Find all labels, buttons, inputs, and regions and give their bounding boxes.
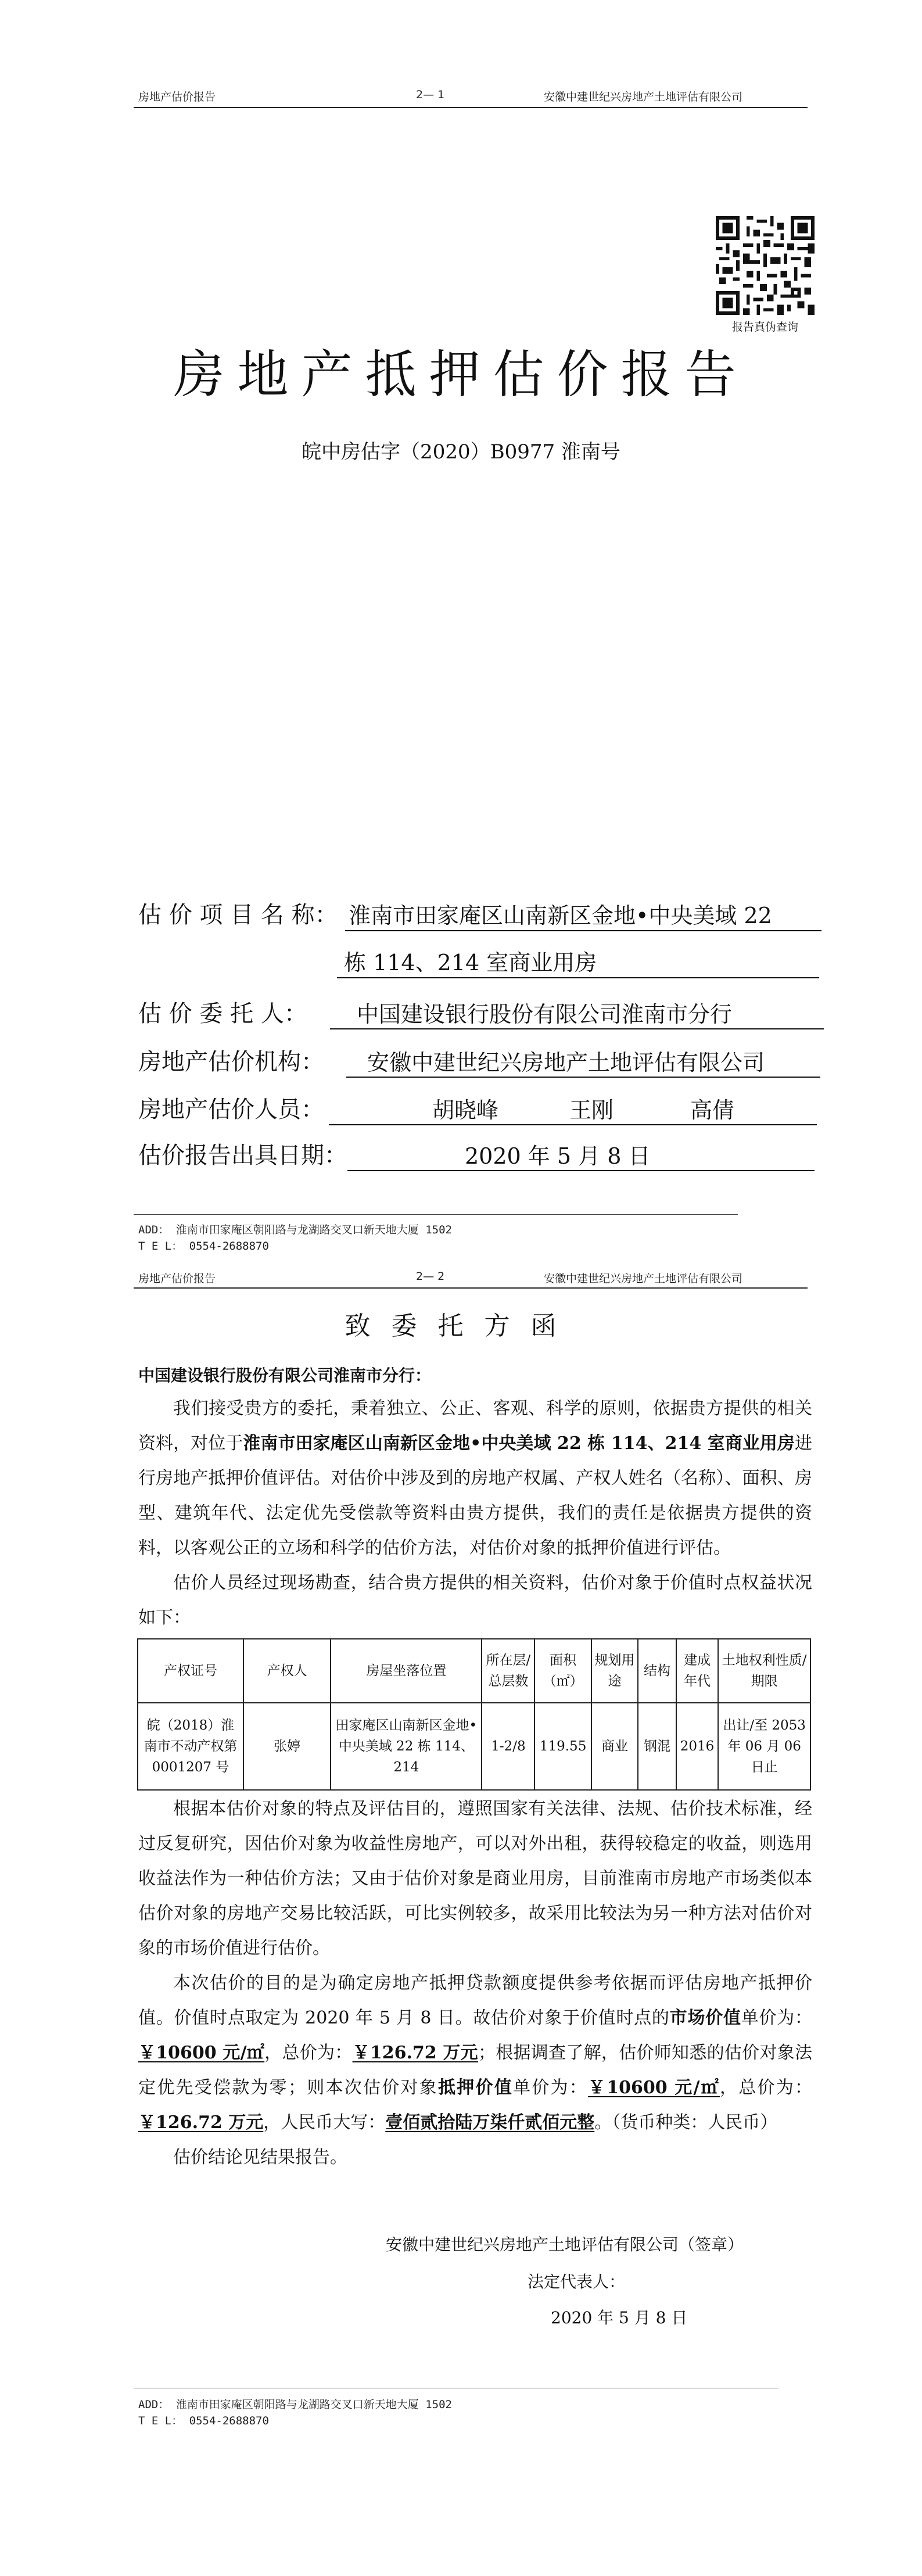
footer-tel (138, 1237, 269, 1255)
qr-caption: 报告真伪查询 (731, 321, 798, 333)
table-cell: 出让/至 2053 年 06 月 06 日止 (718, 1703, 810, 1790)
underline (345, 930, 821, 931)
p4-unit-price: ￥10600 元/㎡ (138, 2043, 265, 2063)
p4-text: 单价为： (741, 2008, 813, 2028)
header-left: 房地产估价报告 (138, 91, 216, 103)
table-header: 规划用途 (591, 1639, 638, 1703)
footer-add-label: ADD： (138, 1224, 170, 1236)
info-label-client: 估 价 委 托 人： (138, 1000, 307, 1027)
underline (337, 977, 819, 978)
paragraph-5: 估价结论见结果报告。 (173, 2147, 347, 2168)
footer-add-value: 淮南市田家庵区朝阳路与龙湖路交叉口新天地大厦 1502 (175, 2398, 452, 2411)
info-value-agency: 安徽中建世纪兴房地产土地评估有限公司 (367, 1050, 765, 1075)
report-title: 房地产抵押估价报告 (173, 345, 749, 404)
table-header: 房屋坐落位置 (331, 1639, 482, 1703)
table-header-row (138, 1639, 810, 1703)
info-value-date: 2020 年 5 月 8 日 (465, 1143, 651, 1169)
info-value-appraiser-2: 王刚 (569, 1097, 614, 1123)
table-header: 建成年代 (676, 1639, 719, 1703)
table-cell: 皖（2018）淮南市不动产权第 0001207 号 (138, 1703, 243, 1790)
header-right: 安徽中建世纪兴房地产土地评估有限公司 (544, 91, 743, 103)
paragraph-3: 根据本估价对象的特点及评估目的，遵照国家有关法律、法规、估价技术标准，经过反复研究，因估价对象为收益性房地产，可以对外出租，获得较稳定的收益，则选用收益法作为一种估价方法；又由于估价对象是商业用房，目前淮南市房地产市场类似本估价对象的房地产交易比较活跃，可比实例较多，故采用比较法为另一种方法对估价对象的市场价值进行估价。 (138, 1799, 812, 1958)
footer-tel (138, 2412, 269, 2430)
p4-text: ，总价为： (264, 2043, 353, 2063)
p4-total-words: 壹佰贰拾陆万柒仟贰佰元整 (385, 2112, 595, 2133)
p1-text-b: 进行房地产抵押价值评估。对估价中涉及到的房地产权属、产权人姓名（名称）、面积、房型、建筑年代、法定优先受偿款等资料由贵方提供，我们的责任是依据贵方提供的资料，以客观公正的立场和科学的估价方法，对估价对象的抵押价值进行评估。 (138, 1433, 812, 1558)
info-value-client: 中国建设银行股份有限公司淮南市分行 (357, 1002, 733, 1027)
signature-legal-representative: 法定代表人： (528, 2272, 626, 2291)
header-right: 安徽中建世纪兴房地产土地评估有限公司 (544, 1272, 743, 1285)
table-row (138, 1703, 810, 1790)
table-header: 面积（㎡） (534, 1639, 591, 1703)
info-label-agency: 房地产估价机构： (138, 1049, 324, 1075)
table-header: 产权证号 (138, 1639, 243, 1703)
info-label-date: 估价报告出具日期： (138, 1142, 347, 1169)
p1-property-address: 淮南市田家庵区山南新区金地•中央美域 22 栋 114、214 室商业用房 (243, 1433, 795, 1454)
table-cell: 田家庵区山南新区金地•中央美域 22 栋 114、214 (331, 1703, 482, 1790)
footer-add-label: ADD： (138, 2398, 170, 2411)
info-value-project-line2: 栋 114、214 室商业用房 (344, 950, 597, 975)
table-cell: 钢混 (638, 1703, 676, 1790)
p4-mortgage-unit-price: ￥10600 元/㎡ (587, 2078, 720, 2098)
info-value-project-line1: 淮南市田家庵区山南新区金地•中央美域 22 (349, 903, 772, 928)
underline (346, 1077, 820, 1078)
table-cell: 张婷 (243, 1703, 331, 1790)
table-cell: 2016 (676, 1703, 719, 1790)
p4-text: 本次估价的目的是为确定房地产抵押贷款额度提供参考依据而评估房地产抵押价值。价值时点取定为 2020 年 5 月 8 日。故估价对象于价值时点的 (138, 1973, 812, 2028)
underline (347, 1170, 815, 1171)
signature-organization: 安徽中建世纪兴房地产土地评估有限公司（签章） (386, 2235, 744, 2254)
paragraph-2: 估价人员经过现场勘查，结合贵方提供的相关资料，估价对象于价值时点权益状况如下： (138, 1573, 812, 1628)
table-header: 土地权利性质/期限 (718, 1639, 810, 1703)
footer-address (138, 1221, 452, 1239)
p4-mortgage-total-price: ￥126.72 万元 (138, 2112, 264, 2133)
footer-add-value: 淮南市田家庵区朝阳路与龙湖路交叉口新天地大厦 1502 (175, 1224, 452, 1236)
footer-tel-label: T E L： (138, 1240, 183, 1253)
info-value-appraiser-3: 高倩 (690, 1097, 735, 1123)
table-header: 产权人 (243, 1639, 331, 1703)
header-rule (134, 107, 808, 108)
p4-total-price: ￥126.72 万元 (352, 2043, 478, 2063)
table-header: 所在层/总层数 (482, 1639, 534, 1703)
footer-tel-label: T E L： (138, 2414, 183, 2427)
info-label-appraisers: 房地产估价人员： (138, 1096, 324, 1123)
paragraph-4 (138, 1966, 812, 2140)
underline (329, 1124, 817, 1125)
footer-tel-value: 0554-2688870 (189, 2414, 269, 2427)
p4-text: 单价为： (512, 2078, 588, 2098)
header-page-number: 2— 2 (416, 1270, 445, 1283)
addressee: 中国建设银行股份有限公司淮南市分行： (138, 1366, 432, 1385)
info-value-appraiser-1: 胡晓峰 (432, 1097, 499, 1123)
p4-text: ，人民币大写： (263, 2112, 386, 2133)
p4-text: ；根据调查了解，估价师知悉的估价对象法定优先受偿款为零；则本次估价对象 (138, 2043, 813, 2098)
footer-rule (134, 1214, 738, 1215)
underline (330, 1028, 824, 1029)
report-number: 皖中房估字（2020）B0977 淮南号 (302, 440, 620, 464)
footer-address (138, 2396, 452, 2413)
p4-text: 。（货币种类：人民币） (594, 2112, 778, 2133)
letter-title: 致委托方函 (345, 1311, 577, 1341)
footer-tel-value: 0554-2688870 (189, 1240, 269, 1253)
paragraph-1 (138, 1391, 812, 1566)
p4-market-value-label: 市场价值 (669, 2008, 741, 2028)
p1-text-a: 我们接受贵方的委托，秉着独立、公正、客观、科学的原则，依据贵方提供的相关资料，对位于 (138, 1398, 812, 1454)
table-cell: 119.55 (534, 1703, 591, 1790)
p4-mortgage-value-label: 抵押价值 (437, 2078, 513, 2098)
info-label-project: 估 价 项 目 名 称： (138, 902, 338, 928)
qr-code-icon[interactable] (716, 216, 815, 315)
table-cell: 1-2/8 (482, 1703, 534, 1790)
header-rule (134, 1287, 808, 1289)
property-table (137, 1638, 811, 1791)
header-left: 房地产估价报告 (138, 1272, 216, 1285)
table-cell: 商业 (591, 1703, 638, 1790)
p4-text: ，总价为： (720, 2078, 813, 2098)
header-page-number: 2— 1 (416, 88, 445, 101)
signature-date: 2020 年 5 月 8 日 (551, 2308, 688, 2327)
table-header: 结构 (638, 1639, 676, 1703)
